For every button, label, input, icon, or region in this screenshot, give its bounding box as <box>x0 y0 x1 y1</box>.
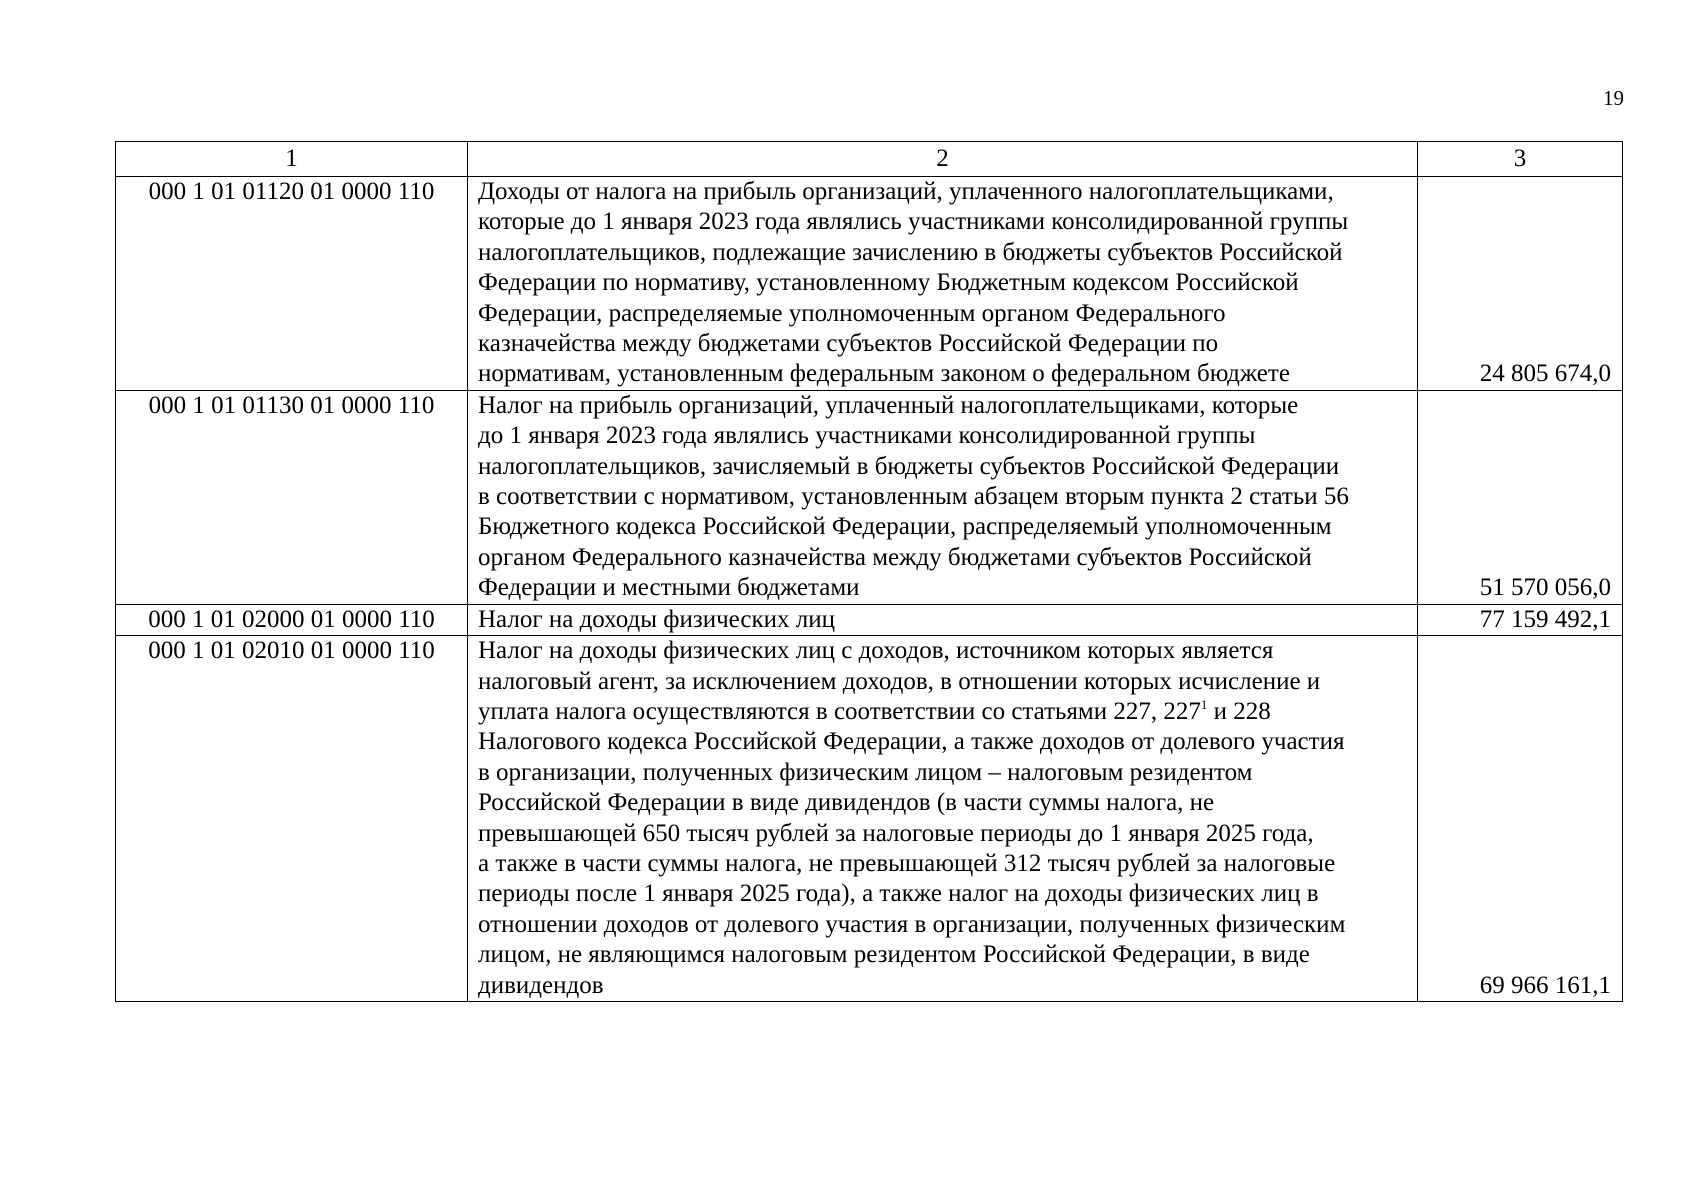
table-row <box>116 177 1623 391</box>
description-line: дивидендов <box>478 971 604 999</box>
row-description <box>468 636 1418 1002</box>
row-amount: 77 159 492,1 <box>1418 604 1623 635</box>
description-line: Доходы от налога на прибыль организаций, уплаченного налогоплательщиками, <box>478 178 1334 205</box>
row-description <box>468 390 1418 604</box>
description-line: Бюджетного кодекса Российской Федерации, распределяемый уполномоченным <box>478 513 1332 541</box>
column-header-code: 1 <box>116 142 468 177</box>
column-header-amount: 3 <box>1418 142 1623 177</box>
row-description <box>468 177 1418 391</box>
description-text: и 228 <box>1207 697 1271 725</box>
description-line: в соответствии с нормативом, установленным абзацем вторым пункта 2 статьи 56 <box>478 483 1349 511</box>
description-line: казначейства между бюджетами субъектов Российской Федерации по <box>478 330 1219 358</box>
description-line: Федерации по нормативу, установленному Бюджетным кодексом Российской <box>478 269 1299 297</box>
description-line: нормативам, установленным федеральным законом о федеральном бюджете <box>478 360 1290 388</box>
row-amount: 51 570 056,0 <box>1418 390 1623 604</box>
table-row <box>116 636 1623 1002</box>
page-number: 19 <box>1603 86 1624 110</box>
description-line <box>478 697 1411 727</box>
column-header-description: 2 <box>468 142 1418 177</box>
description-line: налогоплательщиков, зачисляемый в бюджеты субъектов Российской Федерации <box>478 452 1340 480</box>
description-line: в организации, полученных физическим лицом – налоговым резидентом <box>478 758 1253 786</box>
description-line: превышающей 650 тысяч рублей за налоговые периоды до 1 января 2025 года, <box>478 819 1314 847</box>
row-code: 000 1 01 02010 01 0000 110 <box>116 636 468 1002</box>
description-line: периоды после 1 января 2025 года), а также налог на доходы физических лиц в <box>478 880 1319 908</box>
table-row <box>116 604 1623 635</box>
description-line: которые до 1 января 2023 года являлись участниками консолидированной группы <box>478 208 1349 236</box>
revenue-table <box>115 141 1623 1002</box>
description-line: Федерации и местными бюджетами <box>478 574 860 602</box>
description-line: Налогового кодекса Российской Федерации, а также доходов от долевого участия <box>478 728 1345 756</box>
description-line: Налог на доходы физических лиц <box>478 605 835 633</box>
description-line: Федерации, распределяемые уполномоченным органом Федерального <box>478 299 1226 327</box>
table-header-row <box>116 142 1623 177</box>
row-amount: 24 805 674,0 <box>1418 177 1623 391</box>
description-line: налоговый агент, за исключением доходов, в отношении которых исчисление и <box>478 667 1321 695</box>
footnote-marker: 1 <box>1200 696 1208 712</box>
description-text: уплата налога осуществляются в соответствии со статьями 227, 227 <box>478 697 1201 725</box>
description-line: Российской Федерации в виде дивидендов (в части суммы налога, не <box>478 789 1215 817</box>
description-line: отношении доходов от долевого участия в организации, полученных физическим <box>478 910 1346 938</box>
row-code: 000 1 01 01130 01 0000 110 <box>116 390 468 604</box>
description-line: до 1 января 2023 года являлись участниками консолидированной группы <box>478 422 1256 450</box>
row-code: 000 1 01 02000 01 0000 110 <box>116 604 468 635</box>
description-line: лицом, не являющимся налоговым резидентом Российской Федерации, в виде <box>478 941 1310 969</box>
description-line: Налог на доходы физических лиц с доходов, источником которых является <box>478 637 1274 665</box>
description-line: Налог на прибыль организаций, уплаченный налогоплательщиками, которые <box>478 391 1299 419</box>
row-description <box>468 604 1418 635</box>
row-amount: 69 966 161,1 <box>1418 636 1623 1002</box>
description-line: органом Федерального казначейства между бюджетами субъектов Российской <box>478 543 1312 571</box>
description-line: налогоплательщиков, подлежащие зачислению в бюджеты субъектов Российской <box>478 238 1343 266</box>
row-code: 000 1 01 01120 01 0000 110 <box>116 177 468 391</box>
description-line: а также в части суммы налога, не превышающей 312 тысяч рублей за налоговые <box>478 849 1336 877</box>
table-row <box>116 390 1623 604</box>
